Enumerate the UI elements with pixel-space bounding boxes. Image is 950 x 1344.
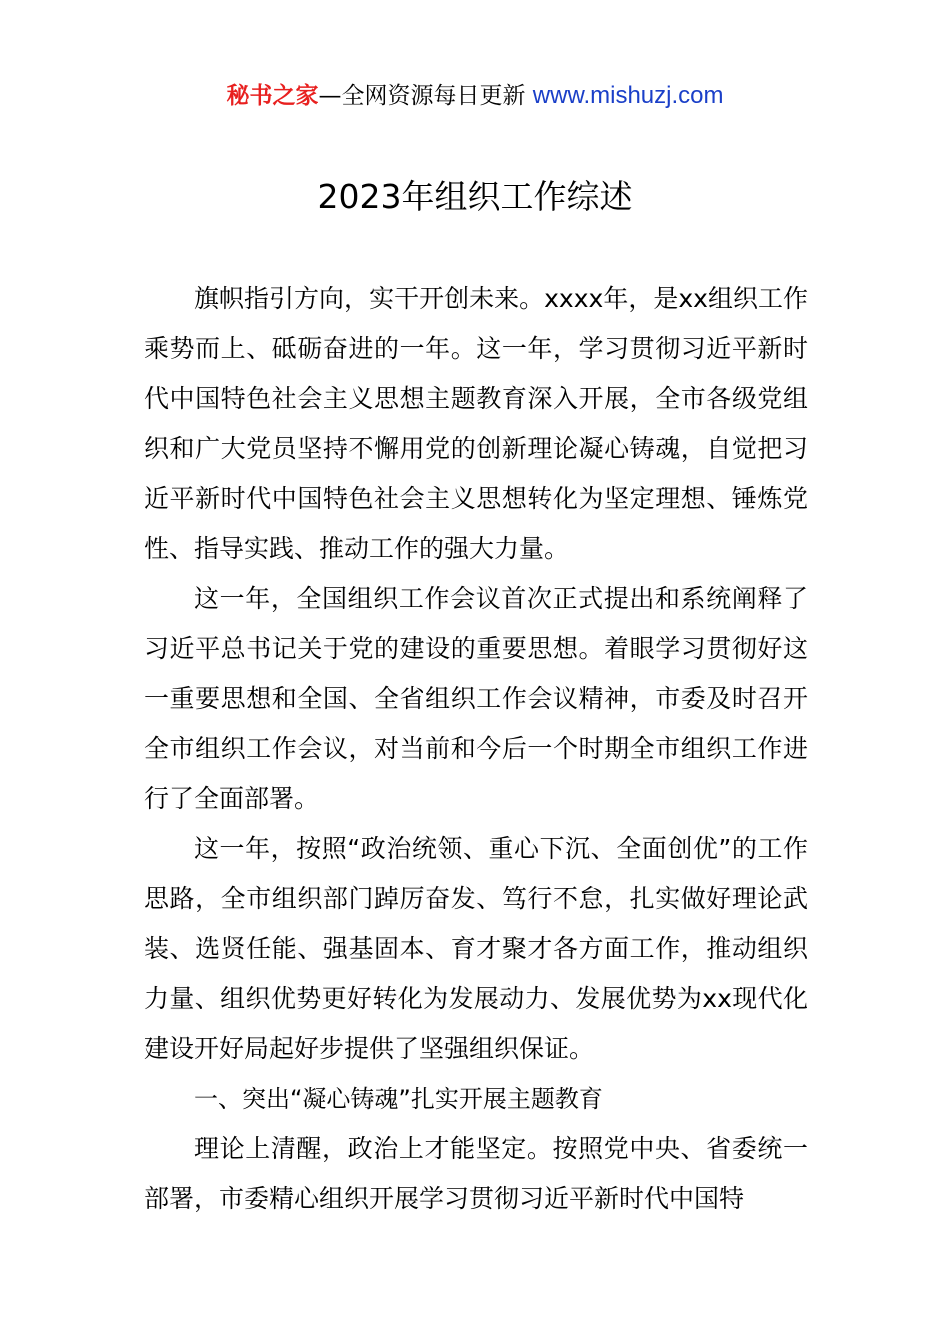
site-header [0,80,950,112]
site-url-link[interactable]: www.mishuzj.com [532,82,724,109]
document-title: 2023年组织工作综述 [317,177,633,216]
document-body [144,274,808,1224]
section-heading-1: 一、突出“凝心铸魂”扎实开展主题教育 [194,1085,603,1113]
paragraph-intro: 旗帜指引方向，实干开创未来。xxxx年，是xx组织工作乘势而上、砥砺奋进的一年。这一年，学习贯彻习近平新时代中国特色社会主义思想主题教育深入开展，全市各级党组织和广大党员坚持不懈用党的创新理论凝心铸魂，自觉把习近平新时代中国特色社会主义思想转化为坚定理想、锤炼党性、指导实践、推动工作的强大力量。 [144,284,808,563]
paragraph-work-approach: 这一年，按照“政治统领、重心下沉、全面创优”的工作思路，全市组织部门踔厉奋发、笃行不怠，扎实做好理论武装、选贤任能、强基固本、育才聚才各方面工作，推动组织力量、组织优势更好转化为发展动力、发展优势为xx现代化建设开好局起好步提供了坚强组织保证。 [144,834,808,1063]
header-tagline: —全网资源每日更新 [318,83,526,109]
brand-name: 秘书之家 [226,83,319,109]
paragraph-conference: 这一年，全国组织工作会议首次正式提出和系统阐释了习近平总书记关于党的建设的重要思想。着眼学习贯彻好这一重要思想和全国、全省组织工作会议精神，市委及时召开全市组织工作会议，对当前和今后一个时期全市组织工作进行了全面部署。 [144,584,808,813]
paragraph-theme-education: 理论上清醒，政治上才能坚定。按照党中央、省委统一部署，市委精心组织开展学习贯彻习近平新时代中国特 [144,1134,808,1213]
